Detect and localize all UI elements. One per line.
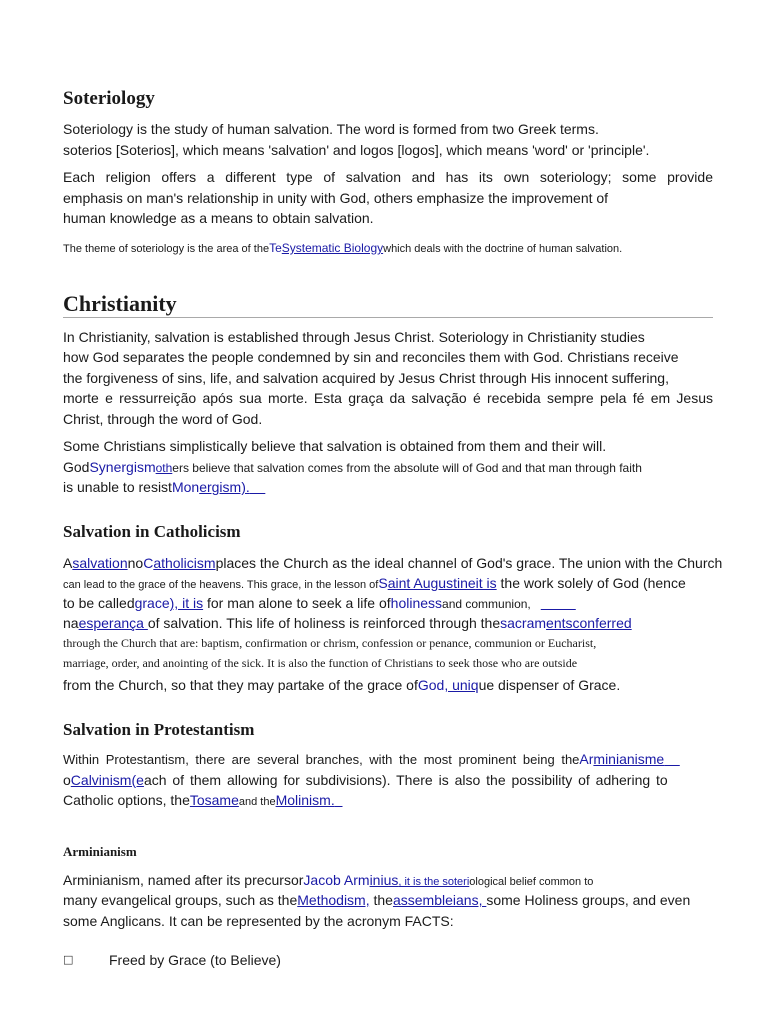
- link-assembleians[interactable]: assembleians,: [392, 892, 487, 908]
- paragraph-line: from the Church, so that they may partake of the grace ofGod, unique dispenser of Grace.: [63, 677, 621, 693]
- link-holiness[interactable]: holiness: [390, 595, 443, 611]
- section-heading-soteriology: Soteriology: [63, 88, 155, 109]
- paragraph-line: how God separates the people condemned by sin and reconciles them with God. Christians receive: [63, 349, 679, 365]
- link-arminianism[interactable]: minianisme: [593, 751, 665, 767]
- link-monergism[interactable]: ergism).: [199, 479, 250, 495]
- heading-rule: [63, 317, 713, 318]
- section-heading-protestantism: Salvation in Protestantism: [63, 720, 255, 739]
- link-god[interactable]: God: [417, 677, 445, 693]
- section-heading-catholicism: Salvation in Catholicism: [63, 522, 241, 541]
- paragraph-line: to be calledgrace), it is for man alone to seek a life ofholinessand communion,: [63, 595, 531, 611]
- link-sacraments[interactable]: sacram: [500, 615, 547, 631]
- paragraph-line: The theme of soteriology is the area of theTeSystematic Biologywhich deals with the doctrine of human salvation.: [63, 241, 623, 255]
- link-systematic-biology[interactable]: Systematic Biology: [281, 241, 384, 255]
- link-esperanca[interactable]: esperança: [78, 615, 148, 631]
- paragraph-line: naesperança of salvation. This life of holiness is reinforced through thesacramentsconferred: [63, 615, 632, 631]
- link-jacob-arminius[interactable]: Jacob Arm: [303, 872, 370, 888]
- paragraph-line: is unable to resistMonergism).: [63, 479, 250, 495]
- list-item: Freed by Grace (to Believe): [109, 952, 281, 968]
- link-salvation[interactable]: salvation: [72, 555, 128, 571]
- link-methodism[interactable]: Methodism,: [297, 892, 370, 908]
- paragraph-line: soterios [Soterios], which means 'salvation' and logos [logos], which means 'word' or 'principle'.: [63, 142, 650, 158]
- link-molinism[interactable]: Molinism.: [275, 792, 335, 808]
- paragraph-line: can lead to the grace of the heavens. This grace, in the lesson ofSaint Augustineit is the work solely of God (hence: [63, 575, 686, 591]
- link-saint-augustine[interactable]: aint Augustine: [387, 575, 476, 591]
- paragraph-line: oCalvinism(each of them allowing for subdivisions). There is also the possibility of adhering to: [63, 772, 668, 788]
- paragraph-line: Within Protestantism, there are several branches, with the most prominent being theArminianisme: [63, 751, 665, 767]
- paragraph-line: Some Christians simplistically believe that salvation is obtained from them and their will.: [63, 438, 607, 454]
- paragraph-line: Christ, through the word of God.: [63, 411, 263, 427]
- paragraph-line: morte e ressurreição após sua morte. Esta graça da salvação é recebida sempre pela fé em Jesus: [63, 390, 713, 406]
- paragraph-line: Each religion offers a different type of salvation and has its own soteriology; some provide: [63, 169, 713, 185]
- link-synergism[interactable]: Synergism: [89, 459, 156, 475]
- link-others[interactable]: oth: [155, 461, 173, 475]
- paragraph-line: AsalvationnoCatholicismplaces the Church as the ideal channel of God's grace. The union with the Church: [63, 555, 723, 571]
- section-heading-christianity: Christianity: [63, 291, 177, 316]
- section-heading-arminianism: Arminianism: [63, 844, 137, 859]
- paragraph-line: In Christianity, salvation is established through Jesus Christ. Soteriology in Christianity studies: [63, 329, 645, 345]
- link-grace[interactable]: grace: [134, 595, 170, 611]
- link-catholicism[interactable]: atholicism: [153, 555, 216, 571]
- paragraph-line: human knowledge as a means to obtain salvation.: [63, 210, 374, 226]
- link-te[interactable]: Te: [269, 241, 282, 255]
- paragraph-line: emphasis on man's relationship in unity with God, others emphasize the improvement of: [63, 190, 609, 206]
- paragraph-line: marriage, order, and anointing of the sick. It is also the function of Christians to seek those who are outside: [63, 656, 578, 670]
- paragraph-line: Soteriology is the study of human salvation. The word is formed from two Greek terms.: [63, 121, 599, 137]
- paragraph-line: Arminianism, named after its precursorJacob Arminius, it is the soteriological belief common to: [63, 872, 594, 888]
- bullet-icon: □: [63, 953, 74, 966]
- paragraph-line: GodSynergismothers believe that salvation comes from the absolute will of God and that man through faith: [63, 459, 642, 475]
- link-calvinism[interactable]: Calvinism: [70, 772, 132, 788]
- link-tosame[interactable]: Tosame: [189, 792, 239, 808]
- paragraph-line: the forgiveness of sins, life, and salvation acquired by Jesus Christ through His innocent suffering,: [63, 370, 669, 386]
- paragraph-line: many evangelical groups, such as theMethodism, theassembleians, some Holiness groups, and even: [63, 892, 691, 908]
- paragraph-line: some Anglicans. It can be represented by the acronym FACTS:: [63, 913, 454, 929]
- link-mon[interactable]: Mon: [171, 479, 200, 495]
- paragraph-line: through the Church that are: baptism, confirmation or chrism, confession or penance, communion or Eucharist,: [63, 636, 597, 650]
- paragraph-line: Catholic options, theTosameand theMolinism.: [63, 792, 335, 808]
